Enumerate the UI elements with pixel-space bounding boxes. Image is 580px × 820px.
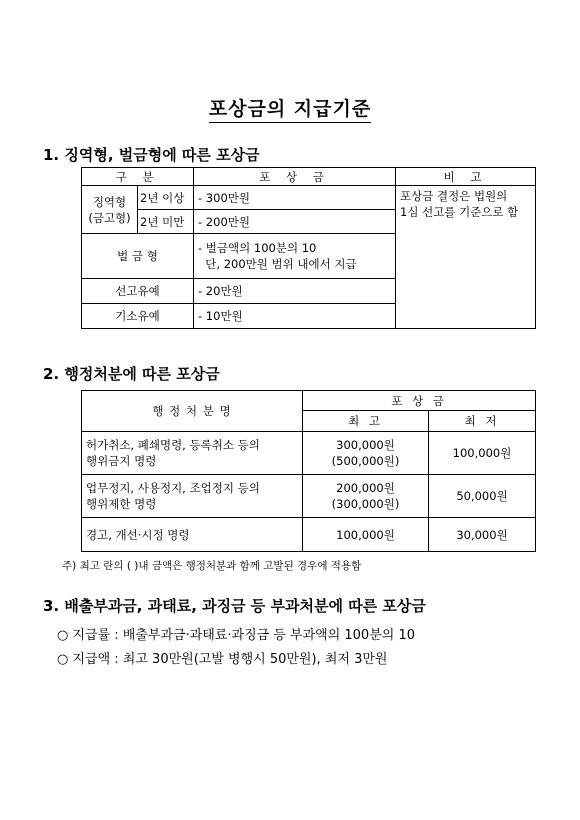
header-category: 구 분	[82, 168, 194, 186]
fine-label: 벌 금 형	[82, 234, 194, 279]
fine-reward: - 벌금액의 100분의 10 단, 200만원 범위 내에서 지급	[194, 234, 396, 279]
reward-max: 100,000원	[303, 518, 429, 552]
prison-over2-reward: - 300만원	[194, 186, 396, 210]
payment-amount-item: ○ 지급액 : 최고 30만원(고발 병행시 50만원), 최저 3만원	[57, 652, 388, 667]
suspended-indictment-reward: - 10만원	[194, 304, 396, 329]
suspended-indictment-label: 기소유예	[82, 304, 194, 329]
prison-under2-period: 2년 미만	[138, 210, 194, 234]
table-row	[82, 518, 536, 552]
header-reward: 포 상 금	[194, 168, 396, 186]
disposition-name: 경고, 개선·시정 명령	[82, 518, 303, 552]
prison-under2-reward: - 200만원	[194, 210, 396, 234]
table-row	[82, 475, 536, 518]
remarks-cell: 포상금 결정은 법원의 1심 선고를 기준으로 함	[396, 186, 536, 329]
criminal-penalty-reward-table	[81, 167, 536, 329]
table-footnote: 주) 최고 란의 ( )내 금액은 행정처분과 함께 고발된 경우에 적용함	[62, 560, 362, 572]
suspended-sentence-reward: - 20만원	[194, 279, 396, 304]
disposition-name: 업무정지, 사용정지, 조업정지 등의 행위제한 명령	[82, 475, 303, 518]
reward-max: 300,000원 (500,000원)	[303, 432, 429, 475]
section1-heading: 1. 징역형, 벌금형에 따른 포상금	[43, 146, 260, 164]
disposition-name: 허가취소, 폐쇄명령, 등록취소 등의 행위금지 명령	[82, 432, 303, 475]
reward-max: 200,000원 (300,000원)	[303, 475, 429, 518]
header-remarks: 비 고	[396, 168, 536, 186]
reward-min: 30,000원	[429, 518, 536, 552]
section2-heading: 2. 행정처분에 따른 포상금	[43, 365, 220, 383]
prison-over2-period: 2년 이상	[138, 186, 194, 210]
header-disposition: 행 정 처 분 명	[82, 391, 303, 432]
header-min: 최 저	[429, 411, 536, 432]
table-row	[82, 432, 536, 475]
payment-rate-item: ○ 지급률 : 배출부과금·과태료·과징금 등 부과액의 100분의 10	[57, 628, 415, 643]
reward-min: 100,000원	[429, 432, 536, 475]
page-title-text: 포상금의 지급기준	[209, 98, 371, 123]
header-reward: 포 상 금	[303, 391, 536, 411]
header-max: 최 고	[303, 411, 429, 432]
administrative-disposition-reward-table	[81, 390, 536, 552]
page-title	[0, 94, 580, 121]
section3-heading: 3. 배출부과금, 과태료, 과징금 등 부과처분에 따른 포상금	[43, 597, 426, 615]
suspended-sentence-label: 선고유예	[82, 279, 194, 304]
reward-min: 50,000원	[429, 475, 536, 518]
prison-label: 징역형 (금고형)	[82, 186, 138, 234]
